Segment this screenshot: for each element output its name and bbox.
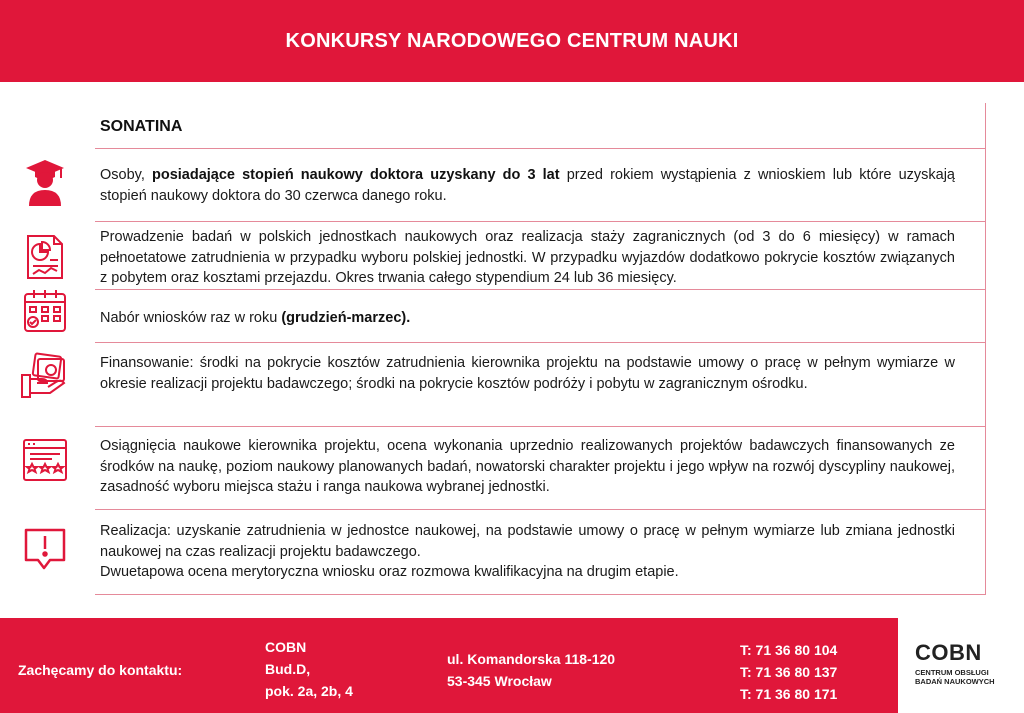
contact-label: Zachęcamy do kontaktu:	[18, 662, 183, 678]
realization-text: Realizacja: uzyskanie zatrudnienia w jednostce naukowej, na podstawie umowy o pracę w pełnym wymiarze lub zmiana jednostki naukowej na czas realizacji projektu badawczego.	[100, 523, 955, 560]
phones-block	[740, 639, 837, 705]
funding-text: Finansowanie: środki na pokrycie kosztów zatrudnienia kierownika projektu na podstawie umowy o pracę w pełnym wymiarze w okresie realizacji projektu badawczego; środki na pokrycie kosztów podróży i pobytu w zagranicznym ośrodku.	[100, 355, 955, 392]
logo-subtitle: CENTRUM OBSŁUGI BADAŃ NAUKOWYCH	[915, 668, 995, 686]
research-report-icon	[20, 232, 70, 282]
list-item	[95, 343, 985, 427]
calendar-icon	[20, 287, 70, 337]
list-item	[95, 149, 985, 222]
address-block	[447, 648, 615, 692]
footer-bar	[0, 618, 898, 713]
right-divider	[985, 103, 986, 595]
call-period-text: Nabór wniosków raz w roku (grudzień-marzec).	[100, 310, 411, 326]
graduate-icon	[20, 158, 70, 208]
section-title: SONATINA	[100, 118, 183, 135]
list-item	[95, 290, 985, 343]
list-item	[95, 427, 985, 510]
evaluation-text: Dwuetapowa ocena merytoryczna wniosku oraz rozmowa kwalifikacyjna na drugim etapie.	[100, 564, 679, 580]
list-item	[95, 510, 985, 595]
logo-wordmark: COBN	[915, 640, 982, 665]
phone-number[interactable]: T: 71 36 80 171	[740, 686, 838, 702]
header-bar	[0, 0, 1024, 82]
address-street: ul. Komandorska 118-120	[447, 651, 616, 667]
alert-bubble-icon	[20, 524, 70, 574]
address-city: 53-345 Wrocław	[447, 673, 552, 689]
rating-screen-icon	[20, 436, 70, 486]
cobn-logo	[898, 618, 1024, 713]
page-title: KONKURSY NARODOWEGO CENTRUM NAUKI	[285, 29, 739, 52]
scope-text: Prowadzenie badań w polskich jednostkach naukowych oraz realizacja staży zagranicznych (od 3 do 6 miesięcy) w ramach pełnoetatowe zatrudnienia w przypadku wyboru polskiej jednostki. W przypadku wyjazdów dodatkowo pokrycie kosztów związanych z pobytem oraz kosztami przejazdu. Okres trwania całego stypendium 24 lub 36 miesięcy.	[100, 229, 955, 286]
phone-number[interactable]: T: 71 36 80 104	[740, 642, 838, 658]
org-rooms: pok. 2a, 2b, 4	[265, 683, 353, 699]
money-hand-icon	[20, 351, 70, 401]
org-name: COBN	[265, 639, 307, 655]
list-item	[95, 222, 985, 290]
org-block	[265, 636, 353, 702]
eligibility-text: Osoby, posiadające stopień naukowy doktora uzyskany do 3 lat przed rokiem wystąpienia z wnioskiem lub które uzyskają stopień naukowy doktora do 30 czerwca danego roku.	[100, 167, 955, 204]
org-building: Bud.D,	[265, 661, 311, 677]
phone-number[interactable]: T: 71 36 80 137	[740, 664, 838, 680]
criteria-text: Osiągnięcia naukowe kierownika projektu, ocena wykonania uprzednio realizowanych projektów badawczych finansowanych ze środków na naukę, poziom naukowy planowanych badań, nowatorski charakter projektu i jego wpływ na rozwój dyscypliny naukowej, zasadność wyboru miejsca stażu i ranga naukowa wybranej jednostki.	[100, 438, 955, 495]
